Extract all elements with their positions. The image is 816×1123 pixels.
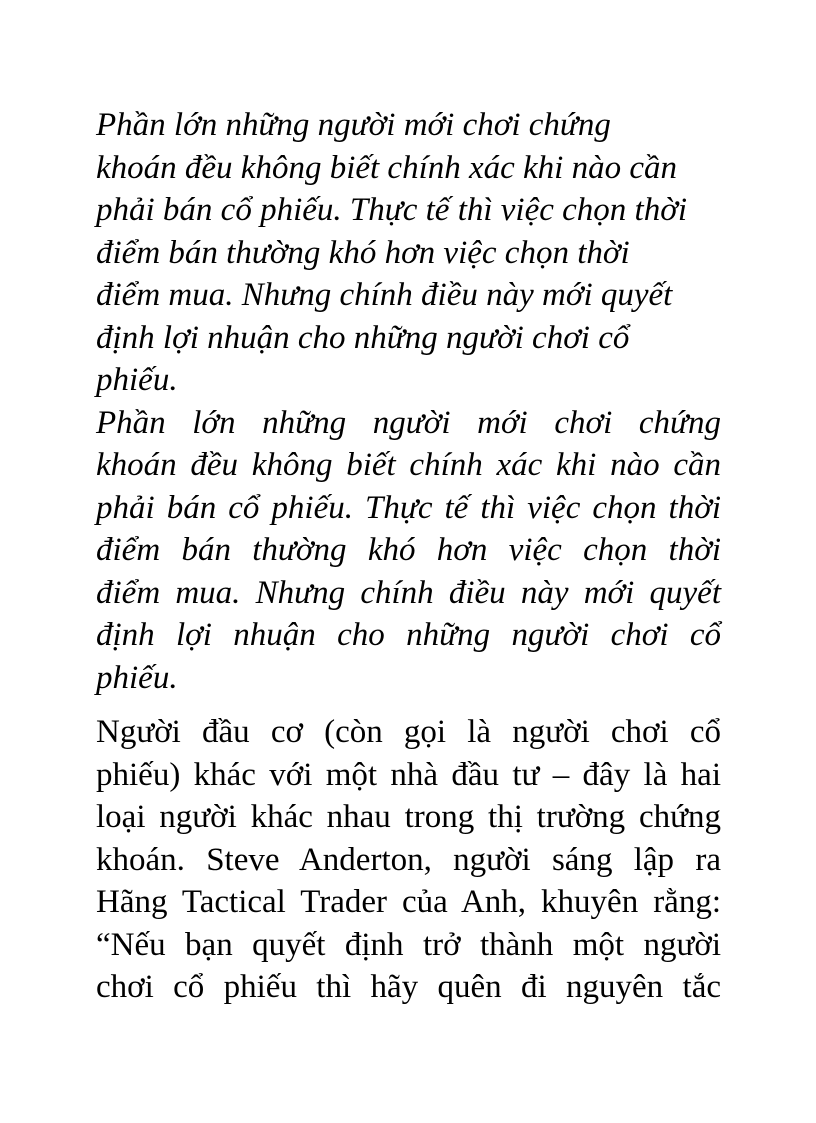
paragraph-line: phiếu) khác với một nhà đầu tư – đây là hai xyxy=(96,756,721,793)
document-page xyxy=(96,104,721,1009)
paragraph-line: Hãng Tactical Trader của Anh, khuyên rằng: xyxy=(96,884,721,920)
paragraph-line: Phần lớn những người mới chơi chứng xyxy=(96,404,721,441)
paragraph-line: phải bán cổ phiếu. Thực tế thì việc chọn thời xyxy=(96,192,687,228)
paragraph-line: Phần lớn những người mới chơi chứng xyxy=(96,107,611,143)
paragraph-regular xyxy=(96,711,721,1009)
paragraph-line: định lợi nhuận cho những người chơi cổ xyxy=(96,319,630,356)
paragraph-line: chơi cổ phiếu thì hãy quên đi nguyên tắc xyxy=(96,969,721,1005)
paragraph-line: phải bán cổ phiếu. Thực tế thì việc chọn thời xyxy=(96,489,721,526)
paragraph-italic-1 xyxy=(96,104,721,402)
paragraph-italic-2 xyxy=(96,402,721,700)
paragraph-line: “Nếu bạn quyết định trở thành một người xyxy=(96,926,721,963)
paragraph-line: phiếu. xyxy=(96,659,178,696)
paragraph-line: điểm mua. Nhưng chính điều này mới quyết xyxy=(96,277,673,313)
paragraph-line: khoán đều không biết chính xác khi nào cần xyxy=(96,447,721,483)
paragraph-line: loại người khác nhau trong thị trường chứng xyxy=(96,799,721,835)
paragraph-line: phiếu. xyxy=(96,362,178,398)
paragraph-line: khoán đều không biết chính xác khi nào cần xyxy=(96,149,677,186)
paragraph-line: Người đầu cơ (còn gọi là người chơi cổ xyxy=(96,714,721,750)
paragraph-line: khoán. Steve Anderton, người sáng lập ra xyxy=(96,841,721,878)
paragraph-line: định lợi nhuận cho những người chơi cổ xyxy=(96,617,721,653)
paragraph-line: điểm bán thường khó hơn việc chọn thời xyxy=(96,234,630,271)
paragraph-line: điểm bán thường khó hơn việc chọn thời xyxy=(96,532,721,568)
paragraph-line: điểm mua. Nhưng chính điều này mới quyết xyxy=(96,574,721,611)
